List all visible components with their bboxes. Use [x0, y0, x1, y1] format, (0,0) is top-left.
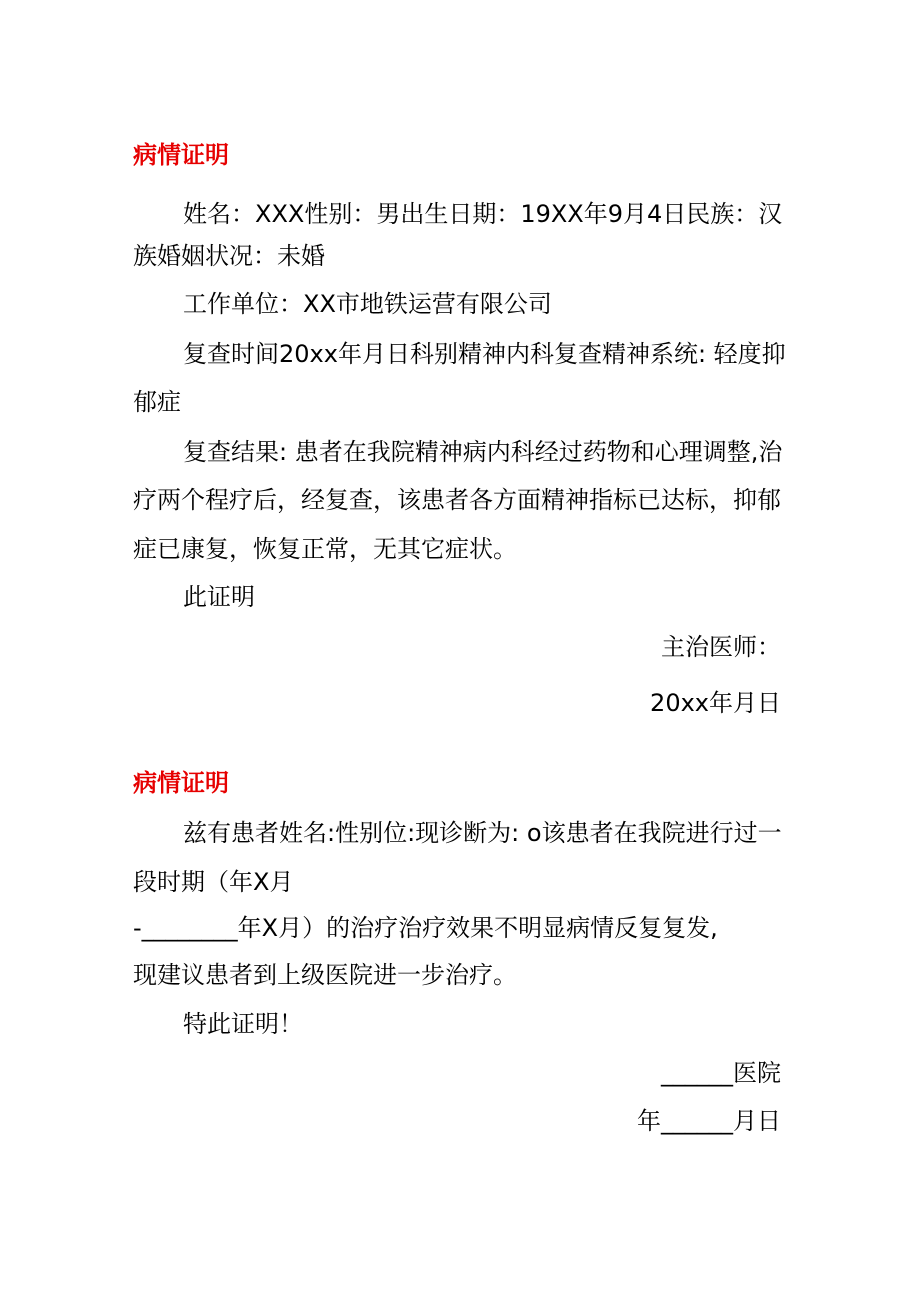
- section2-title: 病情证明: [133, 769, 229, 797]
- hospital-signature: ______医院: [661, 1059, 781, 1087]
- recheck-result-line3: 症已康复，恢复正常，无其它症状。: [133, 535, 517, 563]
- diagnosis-line2: 段时期（年X月: [133, 868, 294, 896]
- diagnosis-line3: -________年X月）的治疗治疗效果不明显病情反复复发,: [133, 914, 718, 942]
- patient-info-line1: 姓名：XXX性别：男出生日期：19XX年9月4日民族：汉: [183, 200, 783, 228]
- recheck-result-line1: 复查结果: 患者在我院精神病内科经过药物和心理调整,治: [183, 438, 783, 466]
- diagnosis-line1: 兹有患者姓名:性别位:现诊断为: o该患者在我院进行过一: [183, 819, 782, 847]
- diagnosis-line4: 现建议患者到上级医院进一步治疗。: [133, 961, 517, 989]
- section2-date: 年______月日: [637, 1107, 781, 1135]
- section1-title: 病情证明: [133, 141, 229, 169]
- section1-date: 20xx年月日: [650, 689, 781, 717]
- recheck-time-line1: 复查时间20xx年月日科别精神内科复查精神系统: 轻度抑: [183, 340, 786, 368]
- recheck-time-line2: 郁症: [133, 388, 181, 416]
- patient-info-line2: 族婚姻状况：未婚: [133, 242, 325, 270]
- section1-closing: 此证明: [183, 583, 255, 611]
- work-unit-line: 工作单位：XX市地铁运营有限公司: [183, 290, 552, 318]
- attending-doctor-label: 主治医师：: [661, 633, 781, 661]
- section2-closing: 特此证明！: [183, 1010, 303, 1038]
- recheck-result-line2: 疗两个程疗后，经复查，该患者各方面精神指标已达标，抑郁: [133, 486, 781, 514]
